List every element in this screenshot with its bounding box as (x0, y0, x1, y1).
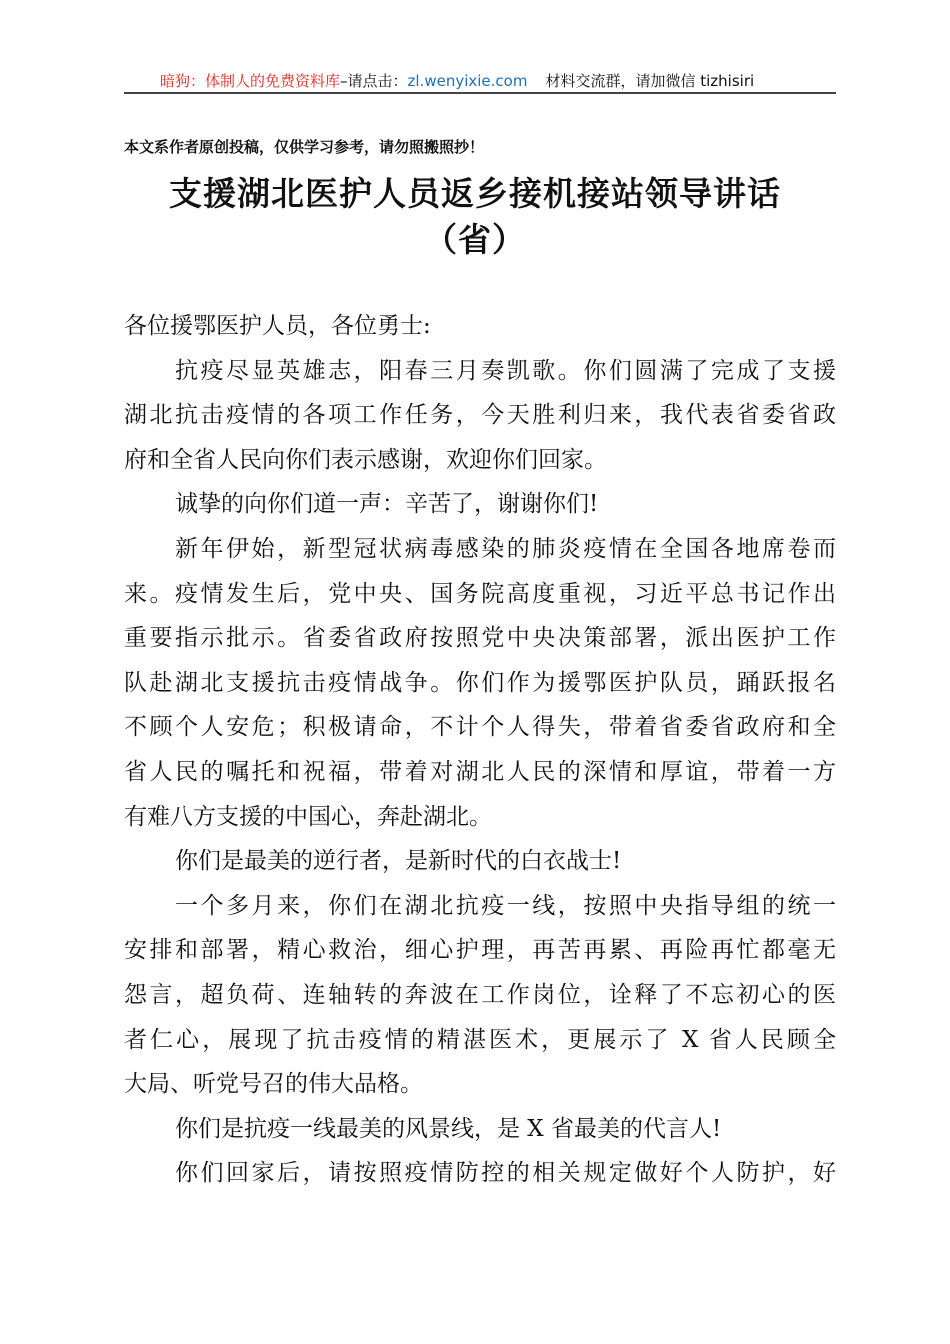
body-text-line: 安排和部署，精心救治，细心护理，再苦再累、再险再忙都毫无 (124, 937, 836, 964)
body-text-line: 者仁心，展现了抗击疫情的精湛医术，更展示了 X 省人民顾全 (124, 1026, 836, 1053)
body-text-line: 新年伊始，新型冠状病毒感染的肺炎疫情在全国各地席卷而 (175, 535, 836, 562)
body-text-line: 诚挚的向你们道一声：辛苦了，谢谢你们! (175, 491, 599, 518)
header-link[interactable]: zl.wenyixie.com (407, 72, 528, 90)
body-text-line: 你们是最美的逆行者，是新时代的白衣战士! (175, 848, 622, 875)
body-text-line: 有难八方支援的中国心，奔赴湖北。 (124, 803, 492, 830)
body-text-line: 抗疫尽显英雄志，阳春三月奏凯歌。你们圆满了完成了支援 (175, 357, 836, 384)
document-body (124, 310, 836, 1202)
body-text-line: 省人民的嘱托和祝福，带着对湖北人民的深情和厚谊，带着一方 (124, 758, 836, 785)
copyright-notice: 本文系作者原创投稿，仅供学习参考，请勿照搬照抄！ (124, 138, 485, 156)
header-group: 材料交流群，请加微信 tizhisiri (545, 72, 755, 90)
body-text-line: 一个多月来，你们在湖北抗疫一线，按照中央指导组的统一 (175, 892, 836, 919)
document-subtitle: （省） (424, 220, 526, 259)
body-text-line: 不顾个人安危；积极请命，不计个人得失，带着省委省政府和全 (124, 714, 836, 741)
body-text-line: 府和全省人民向你们表示感谢，欢迎你们回家。 (124, 446, 607, 473)
body-text-line: 你们回家后，请按照疫情防控的相关规定做好个人防护，好 (175, 1160, 836, 1187)
header-prompt: –请点击： (340, 72, 408, 90)
body-text-line: 湖北抗击疫情的各项工作任务，今天胜利归来，我代表省委省政 (124, 402, 836, 429)
header-brand: 暗狗：体制人的免费资料库 (160, 72, 341, 90)
body-text-line: 来。疫情发生后，党中央、国务院高度重视，习近平总书记作出 (124, 580, 836, 607)
body-text-line: 各位援鄂医护人员，各位勇士: (124, 313, 431, 339)
body-text-line: 你们是抗疫一线最美的风景线，是 X 省最美的代言人! (175, 1115, 722, 1142)
body-text-line: 大局、听党号召的伟大品格。 (124, 1071, 423, 1098)
body-text-line: 怨言，超负荷、连轴转的奔波在工作岗位，诠释了不忘初心的医 (124, 981, 836, 1008)
page-header (124, 68, 836, 94)
document-title: 支援湖北医护人员返乡接机接站领导讲话 (169, 174, 781, 213)
body-text-line: 重要指示批示。省委省政府按照党中央决策部署，派出医护工作 (124, 625, 836, 652)
body-text-line: 队赴湖北支援抗击疫情战争。你们作为援鄂医护队员，踊跃报名 (124, 669, 836, 696)
